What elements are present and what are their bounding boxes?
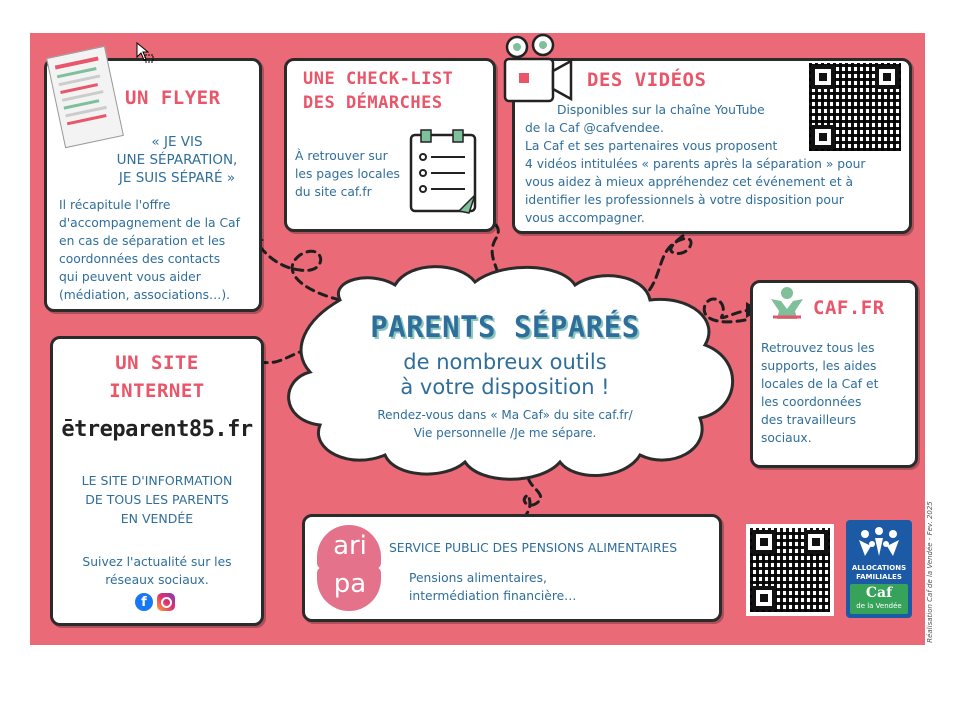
caf-logo: ALLOCATIONS FAMILIALES Caf de la Vendée bbox=[846, 520, 912, 618]
website-description: LE SITE D'INFORMATION DE TOUS LES PARENTS EN VENDÉE bbox=[81, 473, 233, 526]
aripa-card bbox=[302, 514, 722, 622]
website-title: UN SITE INTERNET bbox=[109, 352, 205, 402]
aripa-title: SERVICE PUBLIC DES PENSIONS ALIMENTAIRES bbox=[389, 541, 678, 555]
flyer-quote: « JE VIS UNE SÉPARATION, JE SUIS SÉPARÉ » bbox=[116, 134, 238, 186]
mouse-cursor bbox=[136, 42, 156, 64]
caffr-description: Retrouvez tous les supports, les aides locales de la Caf et les coordonnées des travailleurs sociaux. bbox=[761, 341, 879, 445]
checklist-title: UNE CHECK-LIST DES DÉMARCHES bbox=[303, 69, 454, 113]
instagram-icon[interactable] bbox=[157, 593, 175, 611]
caf-logo-green-band: Caf de la Vendée bbox=[850, 584, 908, 614]
credit-text: Réalisation Caf de la Vendée - Fev. 2025 bbox=[926, 501, 934, 643]
center-note: Rendez-vous dans « Ma Caf» du site caf.fr/ Vie personnelle /Je me sépare. bbox=[377, 408, 633, 440]
center-title: PARENTS SÉPARÉS bbox=[370, 310, 640, 344]
etreparent-logo[interactable]: ētreparent85.fr bbox=[61, 417, 253, 442]
flyer-description: Il récapitule l'offre d'accompagnement de la Caf en cas de séparation et les coordonnées des contacts qui peuvent vous aider (médiation, associations…). bbox=[59, 198, 240, 302]
caffr-card bbox=[750, 280, 918, 468]
bottom-qr-code[interactable] bbox=[750, 528, 830, 612]
videos-description: Disponibles sur la chaîne YouTube de la Caf @cafvendee. La Caf et ses partenaires vous proposent 4 vidéos intitulées « parents après la séparation » pour vous aidez à mieux appréhendez cet événement et à identifier les professionnels à votre disposition pour vous accompagner. bbox=[525, 103, 866, 225]
checklist-description: À retrouver sur les pages locales du site caf.fr bbox=[295, 149, 400, 199]
caf-family-icon bbox=[855, 526, 903, 560]
caf-person-icon bbox=[769, 285, 805, 321]
facebook-icon[interactable]: f bbox=[135, 593, 153, 611]
caffr-title: CAF.FR bbox=[813, 297, 885, 319]
website-card bbox=[50, 336, 264, 626]
flyer-title: UN FLYER bbox=[125, 87, 221, 109]
website-social-text: Suivez l'actualité sur les réseaux sociaux. bbox=[82, 555, 232, 587]
videos-title: DES VIDÉOS bbox=[587, 69, 707, 91]
center-subtitle: de nombreux outils à votre disposition ! bbox=[400, 350, 610, 399]
bottom-qr-frame bbox=[746, 524, 834, 616]
aripa-logo: ari pa bbox=[315, 525, 385, 611]
aripa-description: Pensions alimentaires, intermédiation financière… bbox=[409, 571, 577, 603]
